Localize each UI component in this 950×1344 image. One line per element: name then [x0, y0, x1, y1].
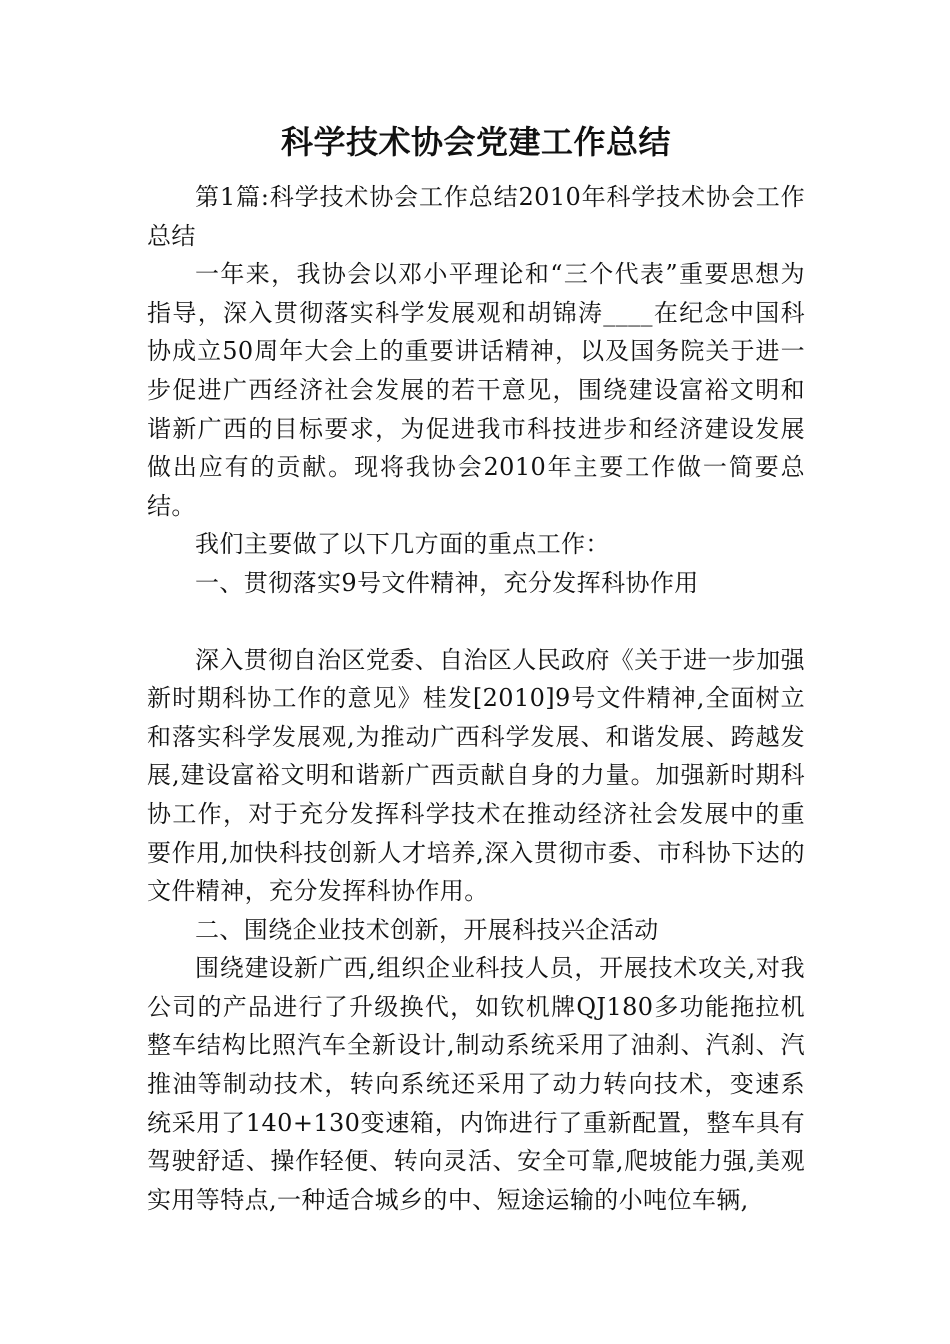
paragraph-intro: 一年来，我协会以邓小平理论和“三个代表”重要思想为指导，深入贯彻落实科学发展观和胡锦涛____在纪念中国科协成立50周年大会上的重要讲话精神，以及国务院关于进一步促进广西经济社会发展的若干意见，围绕建设富裕文明和谐新广西的目标要求，为促进我市科技进步和经济建设发展做出应有的贡献。现将我协会2010年主要工作做一简要总结。	[147, 260, 805, 520]
section-heading-1: 一、贯彻落实9号文件精神，充分发挥科协作用	[195, 568, 699, 597]
blank-line	[147, 603, 805, 641]
section-heading-2: 二、围绕企业技术创新，开展科技兴企活动	[195, 915, 659, 944]
paragraph-key-work: 我们主要做了以下几方面的重点工作：	[195, 530, 610, 559]
paragraph-section-1-body: 深入贯彻自治区党委、自治区人民政府《关于进一步加强新时期科协工作的意见》桂发[2010]9号文件精神,全面树立和落实科学发展观,为推动广西科学发展、和谐发展、跨越发展,建设富裕文明和谐新广西贡献自身的力量。加强新时期科协工作，对于充分发挥科学技术在推动经济社会发展中的重要作用,加快科技创新人才培养,深入贯彻市委、市科协下达的文件精神，充分发挥科协作用。	[147, 645, 805, 906]
paragraph-chapter-heading: 第1篇:科学技术协会工作总结2010年科学技术协会工作总结	[147, 183, 805, 250]
document-title: 科学技术协会党建工作总结	[280, 123, 671, 161]
paragraph-section-2-body: 围绕建设新广西,组织企业科技人员，开展技术攻关,对我公司的产品进行了升级换代，如钦机牌QJ180多功能拖拉机整车结构比照汽车全新设计,制动系统采用了油刹、汽刹、汽推油等制动技术，转向系统还采用了动力转向技术，变速系统采用了140+130变速箱，内饰进行了重新配置，整车具有驾驶舒适、操作轻便、转向灵活、安全可靠,爬坡能力强,美观实用等特点,一种适合城乡的中、短途运输的小吨位车辆,	[147, 954, 805, 1214]
